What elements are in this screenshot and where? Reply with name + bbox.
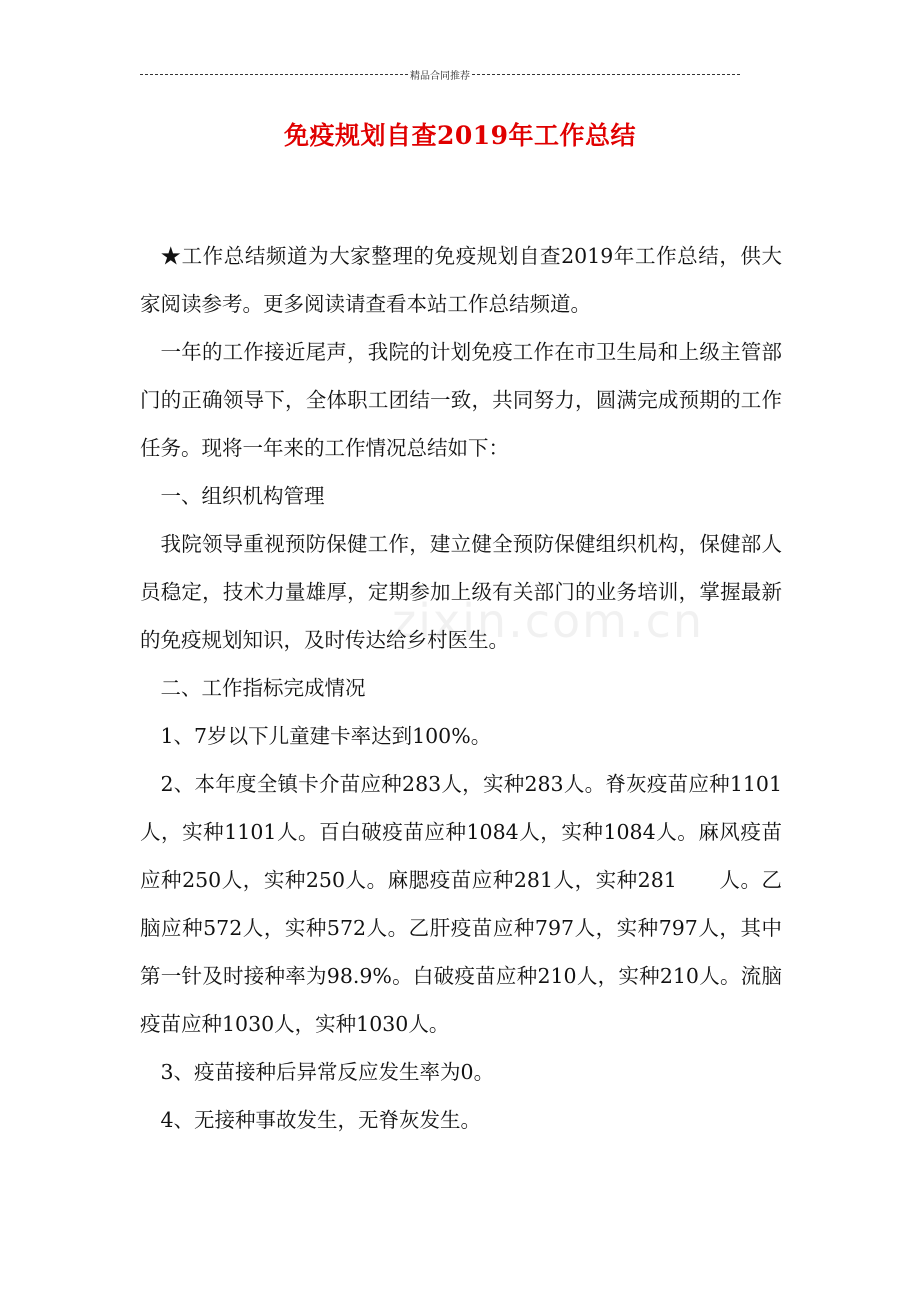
paragraph-overview: 一年的工作接近尾声，我院的计划免疫工作在市卫生局和上级主管部门的正确领导下，全体职工团结一致，共同努力，圆满完成预期的工作任务。现将一年来的工作情况总结如下： (140, 340, 782, 460)
list-item-4: 4、无接种事故发生，无脊灰发生。 (160, 1108, 482, 1132)
paragraph-organization: 我院领导重视预防保健工作，建立健全预防保健组织机构，保健部人员稳定，技术力量雄厚，定期参加上级有关部门的业务培训，掌握最新的免疫规划知识，及时传达给乡村医生。 (140, 532, 782, 652)
section-heading-organization: 一、组织机构管理 (160, 484, 325, 508)
document-title: 免疫规划自查2019年工作总结 (283, 121, 637, 150)
header-line (140, 66, 740, 82)
header-dash-left (140, 74, 408, 75)
header-label: 精品合同推荐 (410, 70, 470, 82)
list-item-2: 2、本年度全镇卡介苗应种283人，实种283人。脊灰疫苗应种1101人，实种1101人。百白破疫苗应种1084人，实种1084人。麻风疫苗应种250人，实种250人。麻腮疫苗应种281人，实种281 人。乙脑应种572人，实种572人。乙肝疫苗应种797人，实种797人，其中第一针及时接种率为98.9%。白破疫苗应种210人，实种210人。流脑疫苗应种1030人，实种1030人。 (140, 772, 782, 1036)
section-heading-indicators: 二、工作指标完成情况 (160, 676, 366, 700)
header-dash-right (472, 74, 740, 75)
watermark: zixin.com.cn (392, 594, 705, 648)
document-body (140, 232, 782, 1144)
list-item-1: 1、7岁以下儿童建卡率达到100%。 (160, 724, 492, 748)
list-item-3: 3、疫苗接种后异常反应发生率为0。 (160, 1060, 495, 1084)
paragraph-intro: ★工作总结频道为大家整理的免疫规划自查2019年工作总结，供大家阅读参考。更多阅读请查看本站工作总结频道。 (140, 244, 782, 316)
